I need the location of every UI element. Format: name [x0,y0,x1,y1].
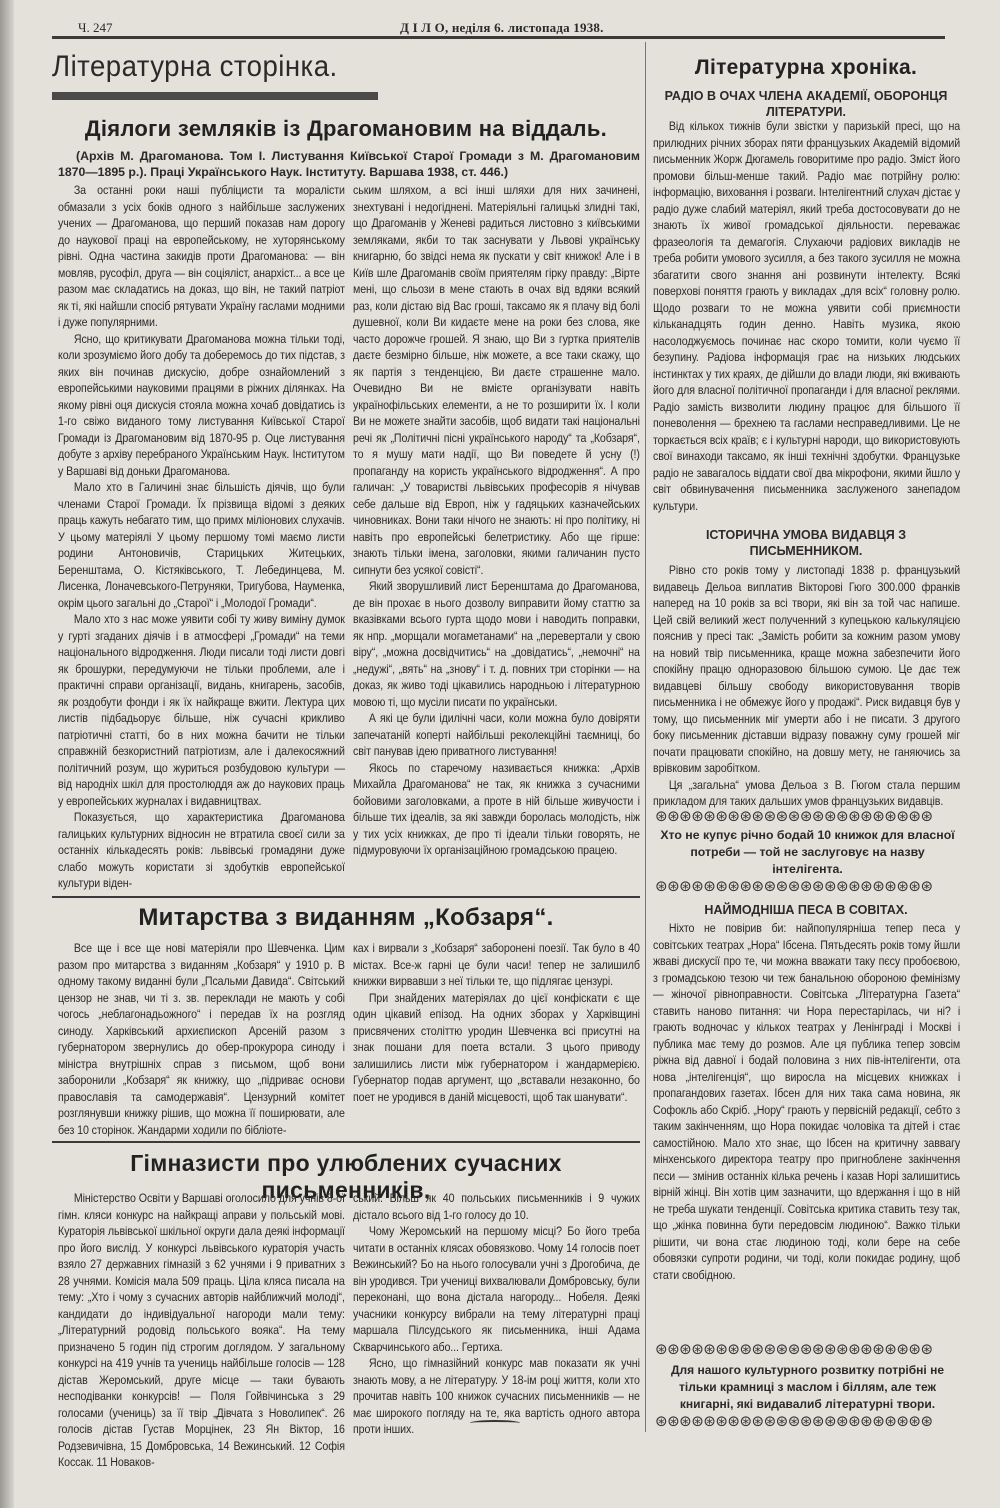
page-edge [0,0,14,1508]
header-rule [52,36,945,39]
article3-col1 [58,1190,345,1471]
article1-col1 [58,182,345,892]
chronicle-title: Літературна хроніка. [694,56,918,79]
page-number: Ч. 247 [78,20,113,35]
chronicle-item2-heading: ІСТОРИЧНА УМОВА ВИДАВЦЯ З ПИСЬМЕННИКОМ. [705,528,907,558]
article2-col2 [353,940,640,1105]
paragraph: Ясно, що гімназійний конкурс мав показати як учні знають мову, а не літературу. У 18-ім році життя, коли хто прочитав навіть 100 книжок сучасних письменників — не має широкого погляду на те, яка вартість одного автора проти інших. [353,1356,640,1436]
paragraph: Якось по старечому називається книжка: „Архів Михайла Драгоманова“ не так, як книжка з сучасними бойовими заголовками, а проте в ній більше живучости і більше тих ідеалів, за які завжди боролась молодість, ніж у тих усіх книжках, де про ті ідеали тільки говорять, не підмуровуючи їх організаційною громадською працею. [353,760,640,857]
paragraph: ках і вирвали з „Кобзаря“ заборонені поезії. Так було в 40 містах. Все-ж гарні це були часи! тепер не залишилб книжки вирвавши з неї тільки те, що підлягає цензурі. [353,941,640,988]
paragraph: Ніхто не повірив би: найпопулярніша тепер песа у совітських театрах „Нора“ Ібсена. Пятьдесять років тому йшли жваві дискусії про те, чи можна вважати таку пєсу пробоєвою, з громадською тезою чи теж банальною обороною фемінізму — жіночої рівноправности. Совітська „Літературна Газета“ ставить наново питання: чи Нора перестарілась, чи ні? і грають водночас у кількох театрах у Ленінграді і Москві і публика має тему до розмов. Але ця публика тепер зовсім ріжна від давної і бодай половина з них пів-інтелігенти, ота нова „інтелігенція“, що виросла на місцевих книжках і пропагандових газетах. Ібсен для них така сама новина, як Софокль або Скріб. „Нору“ грають у первісній редакції, себто з таким закінченням, що Нора покидає чоловіка та дітей і стає самостійною. Мало хто знає, що Ібсен на критичну заввагу мінхенського директора театру про пригноблене закінчення пєси — змінив останніх кілька речень і казав Норі залишитись вірній жінці. Він хотів цим зазначити, що вдержання і що в ній не треба шукати тенденції. Совітська критика ставить тезу так, що „жінка повинна бути передовсім людиною“. Важко тільки рішити, чи вона стає людиною тоді, коли бере на себе обовязки супроти родини, чи тоді, коли покидає родину, щоб стати свобідною. [653,921,961,1282]
paragraph: Показується, що характеристика Драгоманова галицьких культурних відносин не втратила своєї сили за останніх кількадесять років: львівські громадяни дуже слабо можуть користати зі здобутків европейської культури віден- [58,810,345,890]
paragraph: Ця „загальна“ умова Дельоа з В. Гюгом стала першим прикладом для таких дальших умов французьких видавців. [653,777,961,808]
paragraph: Від кількох тижнів були звістки у паризькій пресі, що на прилюдних річних зборах пяти французьких Академій відомий письменник Жорж Дюгамель говоритиме про радіо. Зміст його промови більш-менше такий. Радіо має потрійну ролю: інформацію, виховання і розваги. Інтелігентний слухач дістає у радіо дуже слабий матеріял, який треба достосовувати до не знають їх живої громадської діяльности. переважає фразеологія та демагогія. Слухаючи радіових викладів не треба робити умового зусилля, а без такого зусилля не можна збагатити свого знання ані розвинути інтелекту. Всякі поверхові поняття грають у викладах „для всіх“ головну ролю. Щодо розваги то не можна уявити собі приємности кільканадцять годин денно. Навіть музика, якою насолоджуємось починає нас скоро томити, коли чуємо її безупину. Радіова інформація грає на низьких людських інстинктах у тих краях, де дійшли до влади люди, які вживають його для власної політичної пропаганди і для власної реклями. Радіо замість визволити людину працює для більшого її поневолення — брехнею та гаслами несправедливими. Це не торкається всіх країв; є і культурні народи, що використовують свої винаходи таксамо, як інші технічні здобутки. Французьке радіо не завагалось віддати свої два мікрофони, якими йшло у світ обвинувачення письменника заслуженого занепадом культури. [653,119,961,513]
paragraph: Мало хто з нас може уявити собі ту живу виміну думок у гурті згаданих діячів і в атмосфері „Громади“ на теми національного відродження. Люди писали тоді листи довгі як брошурки, передумуючи не тільки проблеми, але і практичні справи організації, видань, книгарень, засобів, як роздобути фонди і як їх найкраще вжити. Лектура цих листів підбадьорує більше, ніж сучасні крикливо патріотичні статті, бо в них можна бачити не тільки справжній безкористний патріотизм, але і далекосяжний політичний розум, що журиться розбудовою культури — від народніх шкіл для простолюддя аж до наукових праць у европейських журналах і видавництвах. [58,612,345,808]
paragraph: Чому Жеромський на першому місці? Бо його треба читати в останніх клясах обовязково. Чому 14 голосів поет Вежинський? Бо на нього голосували учні з Дрогобича, де він уродився. Три учениці вихвалювали Домбровську, були переконані, що вона дістала нагороду... Нобеля. Деякі учасники конкурсу вибрали на тему літературні праці маршала Пілсудського як письменника, інші Адама Скварчинського або... Гертиха. [353,1224,640,1354]
end-ornament [470,1420,520,1426]
paragraph: Який зворушливий лист Беренштама до Драгоманова, де він прохає в нього дозволу виправити йому статтю за вказівками всього гурта щодо мови і наводить поправки, як нпр. „морщали могаметанами“ на „перевертали у свою віру“, „можна досвідчитись“ на „довідатись“, „немочні“ на „недужі“, „вять“ на „знову“ і т. д. повних три сторінки — на доказ, як живо тоді цікавились народньою і літературною мовою ті, що мусіли писати по українськи. [353,579,640,709]
article1-headline: Діялоги земляків із Драгомановим на віддаль. [84,116,608,141]
section-bar [52,92,378,100]
ornament-border: ⊛⊛⊛⊛⊛⊛⊛⊛⊛⊛⊛⊛⊛⊛⊛⊛⊛⊛⊛⊛⊛⊛⊛ [655,877,933,895]
section-title: Літературна сторінка. [52,50,338,83]
paragraph: Міністерство Освіти у Варшаві оголосило для учнів 8-ої гімн. кляси конкурс на найкращі аправи у польській мові. Кураторія львівської шкільної округи дала деякі інформації про його вислід. У конкурсі львівського кураторія участь взяло 27 державних гімназій з 62 учнями і 9 приватних з 28 учнями. Комісія мала 509 праць. Ціла кляса писала на тему: „Хто і чому з сучасних авторів найближчий молоді“, кандидати до індивідуальної нагороди мали тему: „Літературний родовід польського вояка“. На тему призначено 5 годин під строгим доглядом. У загальному конкурсі на 419 учнів та учениць найбільше голосів — 128 дістав Жеромський, друге місце — таки бувають несподіванки конкурсів! — Поля Гойвічинська з 29 голосами (учениць) за її твір „Дівчата з Новолипек“. 26 голосів дістав Густав Морцінек, 23 Ян Віктор, 16 Родзевичівна, 15 Домбровська, 14 Вежинський. 12 Софія Коссак. 11 Новаков- [58,1191,345,1469]
masthead: Д І Л О, неділя 6. листопада 1938. [400,20,604,35]
chronicle-item3-body [653,920,960,1283]
ornament-border: ⊛⊛⊛⊛⊛⊛⊛⊛⊛⊛⊛⊛⊛⊛⊛⊛⊛⊛⊛⊛⊛⊛⊛ [655,1412,933,1430]
article3-headline: Гімназисти про улюблених сучасних письменників. [130,1150,562,1203]
chronicle-item2-body [653,562,960,810]
chronicle-item1-heading: РАДІО В ОЧАХ ЧЛЕНА АКАДЕМІЇ, ОБОРОНЦЯ ЛІТЕРАТУРИ. [664,89,948,119]
paragraph: При знайдених матеріялах до цієї конфіскати є ще один цікавий епізод. На одних зборах у Харківщині присвячених століттю уродин Шевченка всі присутні на знак пошани для поета встали. З цього приводу залишились листи між губернатором і жандармерією. Губернатор подав аргумент, що „вставали незаконно, бо поет не уродився в даній місцевості, щоб так шанувати“. [353,990,640,1104]
chronicle-item3-heading: НАЙМОДНІША ПЕСА В СОВІТАХ. [704,903,908,917]
chronicle-note2: Для нашого культурного розвитку потрібні не тільки крамниці з маслом і біллям, але теж книгарні, які видавалиб літературні твори. [670,1363,945,1411]
paragraph: ський. Більш як 40 польських письменників і 9 чужих дістало всього від 1-го голосу до 10. [353,1191,640,1222]
paragraph: А які це були ідилічні часи, коли можна було довіряти запечатаній коперті найбільші реколекційні таємниці, бо світ панував ідею приватного листування! [353,711,640,758]
paragraph: Мало хто в Галичині знає більшість діячів, що були членами Старої Громади. Їх прізвища відомі з деяких праць кажуть небагато тим, що примх міліонових слухачів. У цьому матеріялі У цьому першому томі маємо листи родини Антоновичів, Старицьких Житецьких, Беренштама, О. Кістяківського, Т. Лебединцева, М. Лисенка, Лоначевського-Петруняки, Тригубова, Науменка, окрім цього загальні до „Старої“ і „Молодої Громади“. [58,480,345,610]
paragraph: Ясно, що критикувати Драгоманова можна тільки тоді, коли зрозуміємо його добу та доберемось до тих підстав, з яких він починав дискусію, добре ознайомлений з европейськими науковими працями в ріжних ділянках. На якому рівні оця дискусія стояла можна хочаб довідатись із 1-го свіжо виданого тому листування Київської Старої Громади із Драгомановим від 1870-95 р. Оце листування добуте з архіву перебраного Українським Наук. Інститутом у Варшаві від доньки Драгоманова. [58,331,345,478]
article3-col2 [353,1190,640,1438]
paragraph: Рівно сто років тому у листопаді 1838 р. французький видавець Дельоа виплатив Вікторові Гюго 300.000 франків наперед на 10 років за всі твори, які він за той час напише. Цей свій великий жест полученний з купецькою калькуляцією пояснив у пресі так: „Замість робити за кожним разом умову на новий твір письменника, краще можна забезпечити його спокійну працю одноразовою більшою сумою. Це дає теж видавцеві більшу свободу використовування творів письменника і не обмежує його у продажі“. Риск видавця був у тому, що письменник міг умерти або і не писати. З другого боку письменник діставши відразу поважну суму грошей міг почати працювати спокійно, на довшу мету, не ганяючись за врівковим заробітком. [653,563,961,775]
article2-col1 [58,940,345,1138]
chronicle-item1-body [653,118,960,514]
article2-headline: Митарства з виданням „Кобзаря“. [138,904,554,931]
article1-subtitle: (Архів М. Драгоманова. Том І. Листування Київської Старої Громади з М. Драгомановим 1870—1895 р.). Праці Українського Наук. Інституту. Варшава 1938, ст. 446.) [58,149,640,179]
ornament-border: ⊛⊛⊛⊛⊛⊛⊛⊛⊛⊛⊛⊛⊛⊛⊛⊛⊛⊛⊛⊛⊛⊛⊛ [655,1340,933,1358]
paragraph: ським шляхом, а всі інші шляхи для них зачинені, знехтувані і недогіднені. Матеріяльні галицькі злидні такі, що Драгоманів у Женеві радиться листовно з київськими земляками, якби то так заснувати у Львові українську книгарню, бо звідсі нема як пускати у світ книжок! Але і в Київ шле Драгоманів своїм приятелям гірку правду: „Вірте мені, що сльози в мене стають в очах від вдяки всякий раз, коли дістаю від Вас гроші, таксамо як я плачу від болі душевної, коли Ви кидаєте мене на роки без слова, яке часто дорожче грошей. Я знаю, що Ви з гуртка приятелів даєте безмірно більше, ніж можете, а все таки скажу, що як партія з тенденцією, Ви даєте страшенне мало. Очевидно Ви не вмієте організувати навіть українофільських елементи, а не то розширити їх. І коли Ви не можете знайти засобів, щоб видати такі національні речі як „Політичні пісні українського народу“ та „Кобзаря“, то я мушу мати надії, що Ви поведете й усну (!) пропаганду на користь українського відродження“. А про галичан: „У товаристві львівських професорів я нічував себе дальше від Европ, ніж у гадяцьких казначейських чиновниках. Вони таки нічого не знають: ні про політику, ні навіть про европейські белетристику. Або ще гірше: знають тільки імена, заголовки, якими галичанин пусто сипнути без усякої совісті“. [353,183,640,577]
paragraph: За останні роки наші публіцисти та моралісти обмазали з усіх боків одного з найбільше заслужених учених — Драгоманова, що перший показав нам дорогу до наукової праці на европейському, не хуторянському рівні. Одна частина закидів проти Драгоманова: — він мовляв, русофіл, друга — він соціяліст, анархіст... а все це разом має складатись на доказ, що він, не такий патріот як ті, які найшли спосіб рятувати Україну гаслами модними і дуже популярними. [58,183,345,329]
ornament-border: ⊛⊛⊛⊛⊛⊛⊛⊛⊛⊛⊛⊛⊛⊛⊛⊛⊛⊛⊛⊛⊛⊛⊛ [655,807,933,825]
chronicle-note1: Хто не купує річно бодай 10 книжок для власної потреби — той не заслуговує на назву інтелігента. [660,828,955,876]
divider [52,1141,640,1143]
column-rule [645,42,646,1432]
divider [52,896,640,898]
article1-col2 [353,182,640,859]
paragraph: Все ще і все ще нові матеріяли про Шевченка. Цим разом про митарства з виданням „Кобзаря“ у 1910 р. В одному такому виданні були „Псальми Давида“. Світський цензор не знав, чи ті з. зв. переклади не мають у собі чогось „неблагонадьожного“ і передав їх на розгляд синоду. Харківський архиєпископ Арсеній разом з губернатором звернулись до обер-прокурора синоду і міністра внутрішніх справ з письмом, щоб вони заборонили „Кобзаря“ як книжку, що „підриває основи православія та самодержавія“. Цензурний комітет розглянувши книжку рішив, що можна її поширювати, але без 10 сторінок. Жандарми ходили по бібліоте- [58,941,345,1137]
